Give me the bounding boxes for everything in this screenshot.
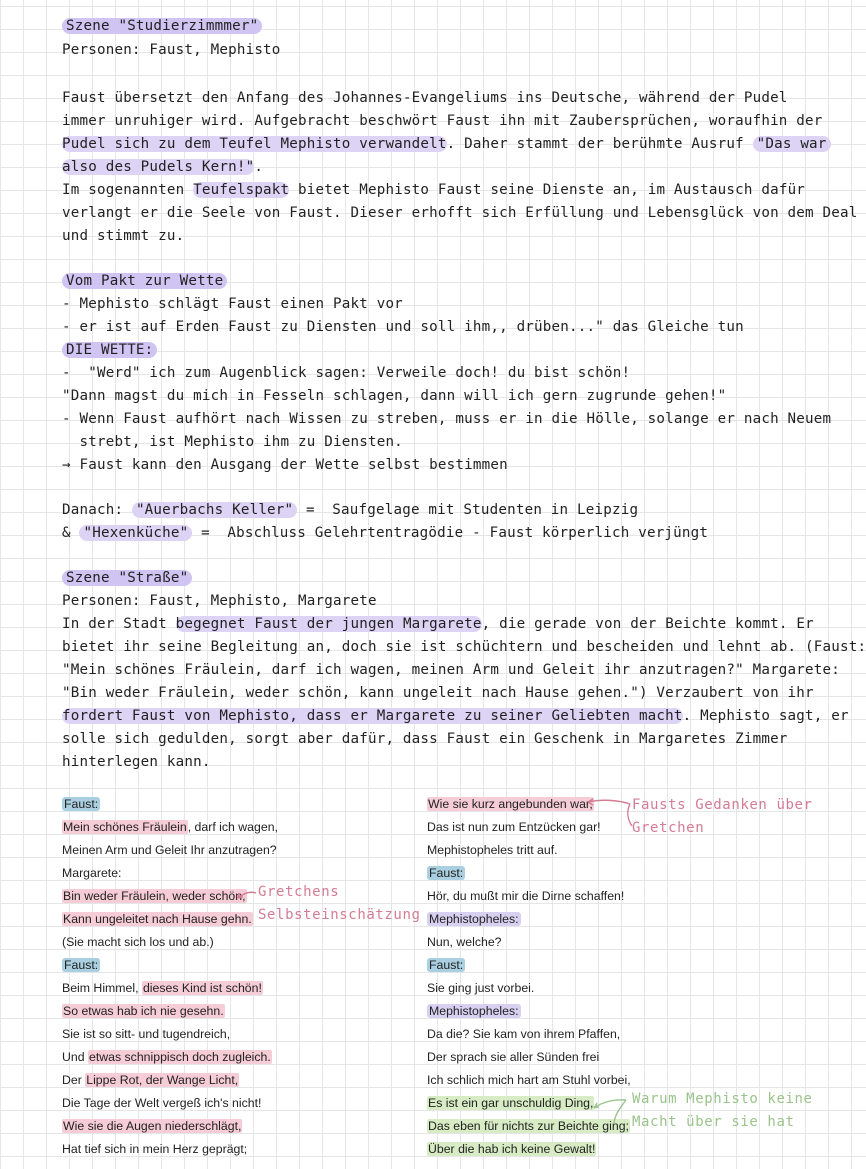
section-title-studierzimmer: Szene "Studierzimmmer"	[62, 18, 262, 34]
speaker-label: Mephistopheles:	[429, 1004, 519, 1018]
text-line: & "Hexenküche" = Abschluss Gelehrtentragödie - Faust körperlich verjüngt	[62, 525, 709, 541]
speaker-label: Faust:	[64, 958, 99, 972]
annotation-note: Gretchens	[258, 884, 340, 900]
text-line: "Mein schönes Fräulein, darf ich wagen, meinen Arm und Geleit ihr anzutragen?" Margarete:	[62, 662, 841, 678]
annotation-note: Selbsteinschätzung	[258, 907, 421, 923]
quote-line: Da die? Sie kam von ihrem Pfaffen,	[427, 1027, 621, 1041]
quote-line: Mein schönes Fräulein, darf ich wagen,	[63, 820, 278, 834]
quote-line: Meinen Arm und Geleit Ihr anzutragen?	[62, 843, 277, 857]
text-line: bietet ihr seine Begleitung an, doch sie ist schüchtern und bescheiden und lehnt ab. (Faust:	[62, 639, 866, 655]
annotation-note: Fausts Gedanken über	[632, 797, 813, 813]
speaker-label: Margarete:	[62, 866, 122, 880]
text-line: verlangt er die Seele von Faust. Dieser erhofft sich Erfüllung und Lebensglück von dem Deal	[62, 205, 858, 221]
annotation-arrow	[584, 796, 634, 832]
quote-line: Der sprach sie aller Sünden frei	[427, 1050, 600, 1064]
annotation-note: Gretchen	[632, 820, 705, 836]
quote-line: Die Tage der Welt vergeß ich's nicht!	[62, 1096, 262, 1110]
quote-line: Hat tief sich in mein Herz geprägt;	[62, 1142, 248, 1156]
arrow-line: → Faust kann den Ausgang der Wette selbst bestimmen	[62, 457, 508, 473]
quote-line: Es ist ein gar unschuldig Ding,	[428, 1096, 594, 1110]
quote-line: Der Lippe Rot, der Wange Licht,	[62, 1073, 239, 1087]
quote-line: So etwas hab ich nie gesehn.	[63, 1004, 224, 1018]
quote-line: Bin weder Fräulein, weder schön,	[63, 889, 246, 903]
quote-line: Sie ist so sitt- und tugendreich,	[62, 1027, 231, 1041]
text-line: also des Pudels Kern!".	[62, 159, 264, 175]
text-line: solle sich gedulden, sorgt aber dafür, dass Faust ein Geschenk in Margaretes Zimmer	[62, 731, 788, 747]
speaker-label: Faust:	[64, 797, 99, 811]
text-line: hinterlegen kann.	[62, 754, 211, 770]
quote-line: Hör, du mußt mir die Dirne schaffen!	[427, 889, 625, 903]
section-title-wette: Vom Pakt zur Wette	[62, 273, 227, 289]
quote-line: "Dann magst du mich in Fesseln schlagen, dann will ich gern zugrunde gehen!"	[62, 388, 727, 404]
stage-direction: Mephistopheles tritt auf.	[427, 843, 558, 857]
text-line: Faust übersetzt den Anfang des Johannes-Evangeliums ins Deutsche, während der Pudel	[62, 90, 788, 106]
text-line: und stimmt zu.	[62, 228, 185, 244]
quote-line: Das eben für nichts zur Beichte ging;	[428, 1119, 629, 1133]
text-line: Pudel sich zu dem Teufel Mephisto verwandelt. Daher stammt der berühmte Ausruf "Das war	[62, 136, 831, 152]
quote-line: Das ist nun zum Entzücken gar!	[427, 820, 601, 834]
speaker-label: Faust:	[429, 866, 464, 880]
text-line: Im sogenannten Teufelspakt bietet Mephisto Faust seine Dienste an, im Austausch dafür	[62, 182, 806, 198]
quote-line: Und etwas schnippisch doch zugleich.	[62, 1050, 271, 1064]
wette-label: DIE WETTE:	[62, 342, 157, 358]
persons-line: Personen: Faust, Mephisto	[62, 42, 281, 58]
annotation-note: Warum Mephisto keine	[632, 1091, 813, 1107]
annotation-arrow	[590, 1094, 630, 1130]
annotation-arrow	[234, 889, 258, 903]
bullet-line: - "Werd" ich zum Augenblick sagen: Verweile doch! du bist schön!	[62, 365, 631, 381]
quote-line: Sie ging just vorbei.	[427, 981, 535, 995]
quote-line: Über die hab ich keine Gewalt!	[428, 1142, 596, 1156]
text-line: Danach: "Auerbachs Keller" = Saufgelage mit Studenten in Leipzig	[62, 502, 639, 518]
quote-line: Wie sie kurz angebunden war,	[428, 797, 593, 811]
speaker-label: Faust:	[429, 958, 464, 972]
quote-line: Wie sie die Augen niederschlägt,	[63, 1119, 242, 1133]
bullet-line: - Mephisto schlägt Faust einen Pakt vor	[62, 296, 403, 312]
text-line: fordert Faust von Mephisto, dass er Margarete zu seiner Geliebten macht. Mephisto sagt, er	[62, 708, 849, 724]
bullet-line: strebt, ist Mephisto ihm zu Diensten.	[62, 434, 403, 450]
section-title-strasse: Szene "Straße"	[62, 570, 192, 586]
bullet-line: - er ist auf Erden Faust zu Diensten und soll ihm,, drüben..." das Gleiche tun	[62, 319, 744, 335]
stage-direction: (Sie macht sich los und ab.)	[62, 935, 214, 949]
quote-line: Kann ungeleitet nach Hause gehn.	[63, 912, 252, 926]
bullet-line: - Wenn Faust aufhört nach Wissen zu streben, muss er in die Hölle, solange er nach Neuem	[62, 411, 832, 427]
text-line: In der Stadt begegnet Faust der jungen Margarete, die gerade von der Beichte kommt. Er	[62, 616, 814, 632]
quote-line: Ich schlich mich hart am Stuhl vorbei,	[427, 1073, 631, 1087]
quote-line: Beim Himmel, dieses Kind ist schön!	[62, 981, 262, 995]
annotation-note: Macht über sie hat	[632, 1114, 795, 1130]
speaker-label: Mephistopheles:	[429, 912, 519, 926]
text-line: "Bin weder Fräulein, weder schön, kann ungeleit nach Hause gehen.") Verzaubert von ihr	[62, 685, 814, 701]
persons-line: Personen: Faust, Mephisto, Margarete	[62, 593, 377, 609]
text-line: immer unruhiger wird. Aufgebracht beschwört Faust ihn mit Zaubersprüchen, woraufhin der	[62, 113, 823, 129]
quote-line: Nun, welche?	[427, 935, 502, 949]
